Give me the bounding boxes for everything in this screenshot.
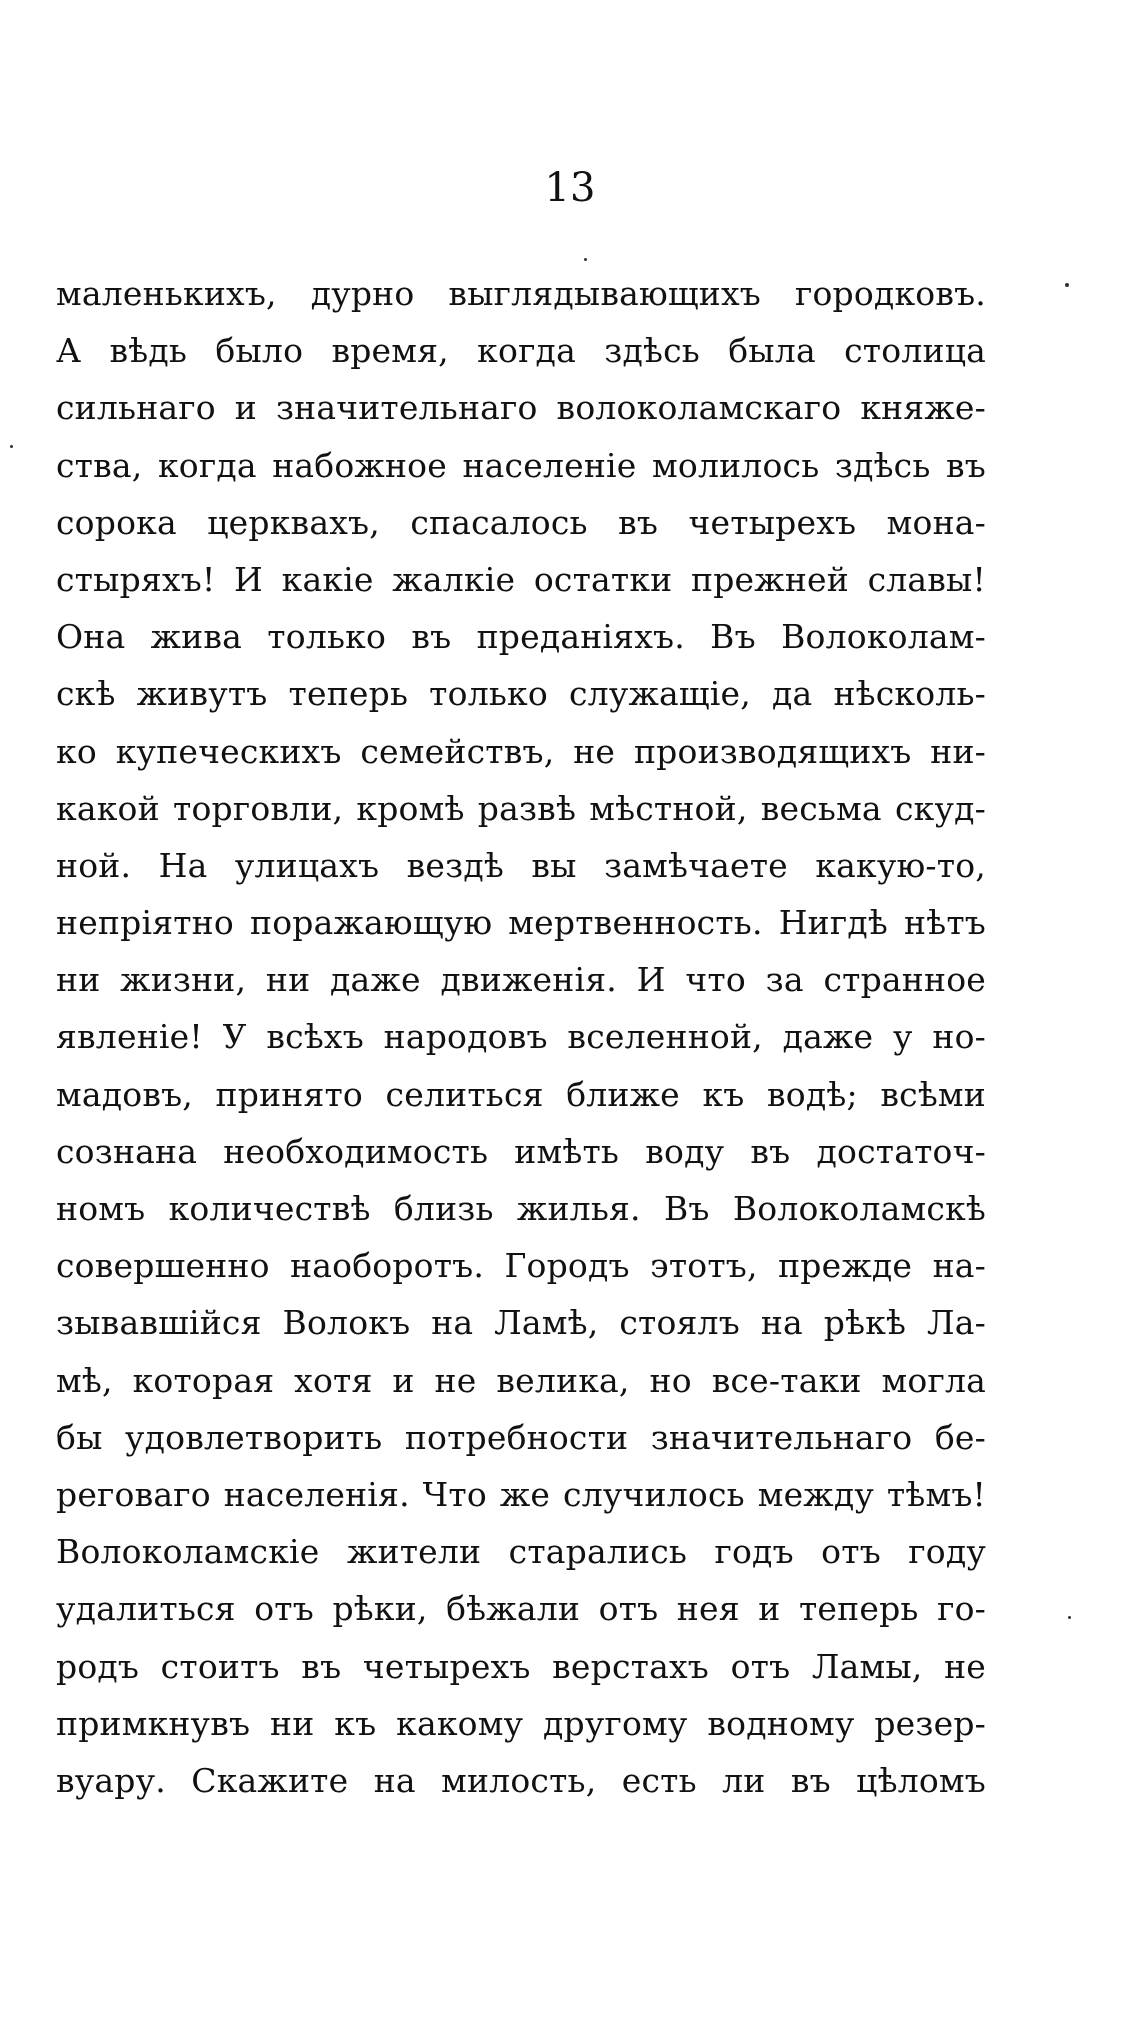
text-line: скѣ живутъ теперь только служащіе, да нѣсколь- (56, 674, 986, 714)
text-line: какой торговли, кромѣ развѣ мѣстной, весьма скуд- (56, 788, 986, 828)
text-line: примкнувъ ни къ какому другому водному резер- (56, 1703, 986, 1743)
text-line: сознана необходимость имѣть воду въ достаточ- (56, 1131, 986, 1171)
text-line: реговаго населенія. Что же случилось между тѣмъ! (56, 1474, 986, 1514)
print-speck (1068, 1616, 1071, 1619)
text-line: зывавшійся Волокъ на Ламѣ, стоялъ на рѣкѣ Ла- (56, 1303, 986, 1343)
text-line: маленькихъ, дурно выглядывающихъ городковъ. (56, 274, 986, 313)
text-line: вуару. Скажите на милость, есть ли въ цѣломъ (56, 1760, 986, 1800)
text-line: ни жизни, ни даже движенія. И что за странное (56, 960, 986, 1000)
text-line: ной. На улицахъ вездѣ вы замѣчаете какую-то, (56, 845, 986, 885)
text-line: мадовъ, принято селиться ближе къ водѣ; всѣми (56, 1074, 986, 1114)
text-line: Она жива только въ преданіяхъ. Въ Волоколам- (56, 617, 986, 657)
text-line: непріятно поражающую мертвенность. Нигдѣ нѣтъ (56, 903, 986, 943)
text-line: ства, когда набожное населеніе молилось здѣсь въ (56, 445, 986, 485)
print-speck (584, 258, 587, 261)
text-line: сорока церквахъ, спасалось въ четырехъ мона- (56, 502, 986, 542)
text-line: удалиться отъ рѣки, бѣжали отъ нея и теперь го- (56, 1589, 986, 1629)
body-text (56, 265, 986, 1809)
text-line: стыряхъ! И какіе жалкіе остатки прежней славы! (56, 559, 986, 599)
text-line: бы удовлетворить потребности значительнаго бе- (56, 1417, 986, 1457)
print-speck (1065, 283, 1069, 287)
page-number: 13 (544, 165, 596, 211)
text-line: мѣ, которая хотя и не велика, но все-таки могла (56, 1360, 986, 1400)
print-speck (10, 445, 13, 448)
text-line: номъ количествѣ близь жилья. Въ Волоколамскѣ (56, 1189, 986, 1228)
text-line: ко купеческихъ семействъ, не производящихъ ни- (56, 731, 986, 771)
text-line: совершенно наоборотъ. Городъ этотъ, прежде на- (56, 1246, 986, 1286)
text-line: А вѣдь было время, когда здѣсь была столица (56, 331, 986, 371)
text-line: явленіе! У всѣхъ народовъ вселенной, даже у но- (56, 1017, 986, 1057)
text-line: сильнаго и значительнаго волоколамскаго княже- (56, 388, 986, 428)
text-line: Волоколамскіе жители старались годъ отъ году (56, 1532, 986, 1572)
text-line: родъ стоитъ въ четырехъ верстахъ отъ Ламы, не (56, 1646, 986, 1686)
